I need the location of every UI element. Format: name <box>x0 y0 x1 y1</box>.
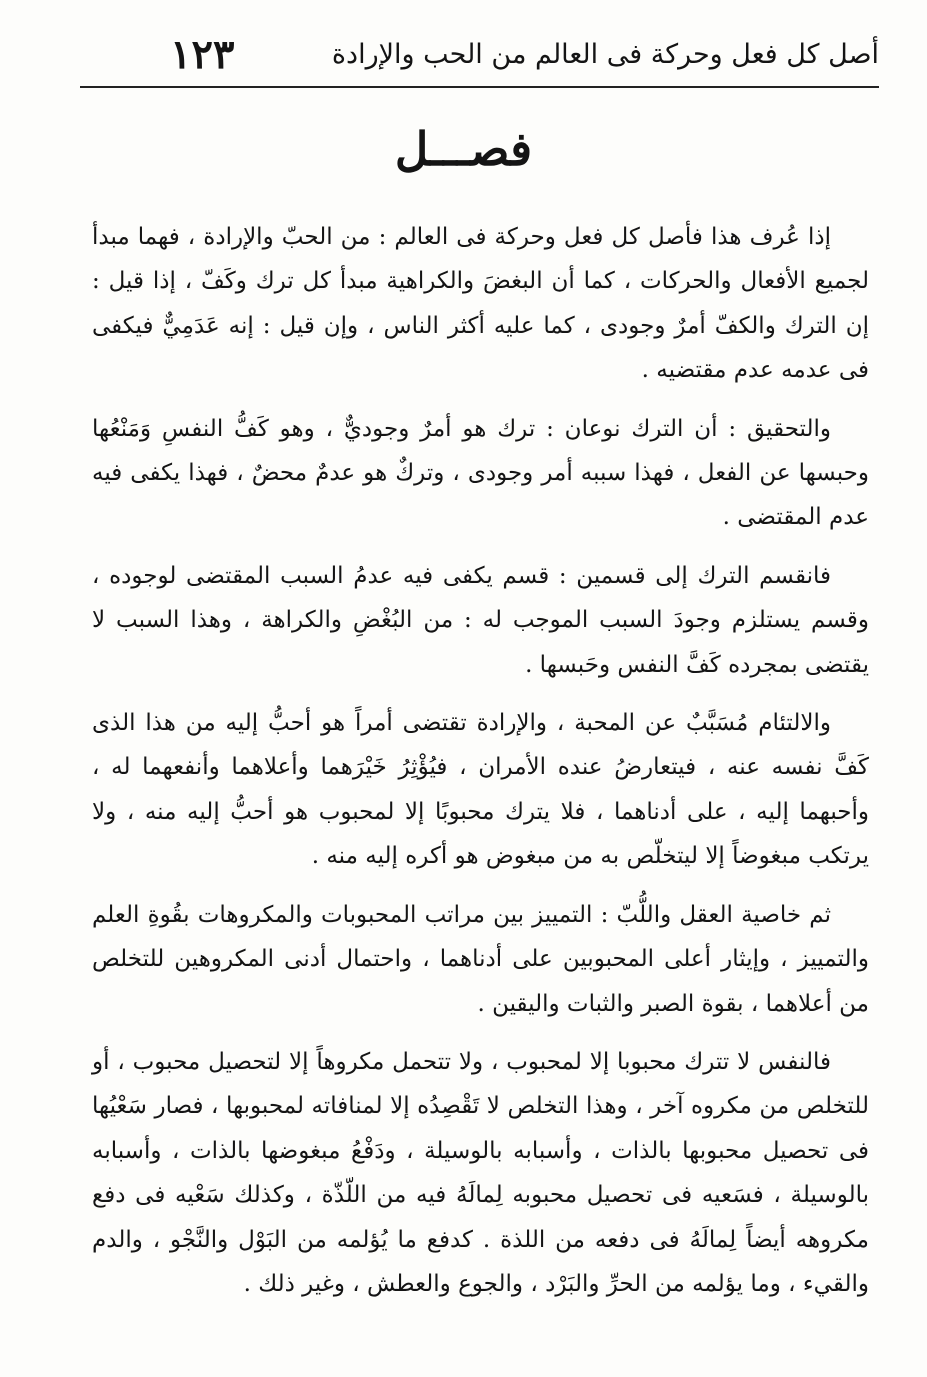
paragraph: والالتئام مُسَبَّبٌ عن المحبة ، والإرادة تقتضى أمراً هو أحبُّ إليه من هذا الذى كَفَّ نفسه عنه ، فيتعارضُ عنده الأمران ، فيُؤْثِرُ خَيْرَهما وأعلاهما وأنفعهما له ، وأحبهما إليه ، على أدناهما ، فلا يترك محبوبًا إلا لمحبوب هو أحبُّ إليه منه ، ولا يرتكب مبغوضاً إلا ليتخلّص به من مبغوض هو أكره إليه منه . <box>92 710 869 870</box>
paragraph: ثم خاصية العقل واللُّبّ : التمييز بين مراتب المحبوبات والمكروهات بقُوةِ العلم والتمييز ، وإيثار أعلى المحبوبين على أدناهما ، واحتمال أدنى المكروهين للتخلص من أعلاهما ، بقوة الصبر والثبات واليقين . <box>92 901 869 1017</box>
body-text <box>92 215 869 1306</box>
paragraph: والتحقيق : أن الترك نوعان : ترك هو أمرٌ وجوديٌّ ، وهو كَفُّ النفسِ وَمَنْعُها وحبسها عن الفعل ، فهذا سببه أمر وجودى ، وتركٌ هو عدمٌ محضٌ ، فهذا يكفى فيه عدم المقتضى . <box>92 415 869 531</box>
running-title: أصل كل فعل وحركة فى العالم من الحب والإرادة <box>331 38 879 70</box>
paragraph: فالنفس لا تترك محبوبا إلا لمحبوب ، ولا تتحمل مكروهاً إلا لتحصيل محبوب ، أو للتخلص من مكروه آخر ، وهذا التخلص لا تَقْصِدُه إلا لمنافاته لمحبوبها ، فصار سَعْيُها فى تحصيل محبوبها بالذات ، وأسبابه بالوسيلة ، ودَفْعُ مبغوضها بالذات ، وأسبابه بالوسيلة ، فسَعيه فى تحصيل محبوبه لِمالَهُ فيه من اللّذّة ، وكذلك سَعْيه فى دفع مكروهه أيضاً لِمالَهُ فى دفعه من اللذة . كدفع ما يُؤلمه من البَوْل والنَّجْو ، والدم والقيء ، وما يؤلمه من الحرِّ والبَرْد ، والجوع والعطش ، وغير ذلك . <box>92 1048 869 1297</box>
page-header <box>80 22 879 88</box>
paragraph: إذا عُرف هذا فأصل كل فعل وحركة فى العالم : من الحبّ والإرادة ، فهما مبدأ لجميع الأفعال والحركات ، كما أن البغضَ والكراهية مبدأ كل ترك وكَفّ ، إذا قيل : إن الترك والكفّ أمرٌ وجودى ، كما عليه أكثر الناس ، وإن قيل : إنه عَدَمِيٌّ فيكفى فى عدمه عدم مقتضيه . <box>92 224 869 384</box>
page-number: ١٢٣ <box>170 30 235 78</box>
section-title: فصـــل <box>394 122 533 176</box>
paragraph: فانقسم الترك إلى قسمين : قسم يكفى فيه عدمُ السبب المقتضى لوجوده ، وقسم يستلزم وجودَ السبب الموجب له : من البُغْضِ والكراهة ، وهذا السبب لا يقتضى بمجرده كَفَّ النفس وحَبسها . <box>92 562 869 678</box>
